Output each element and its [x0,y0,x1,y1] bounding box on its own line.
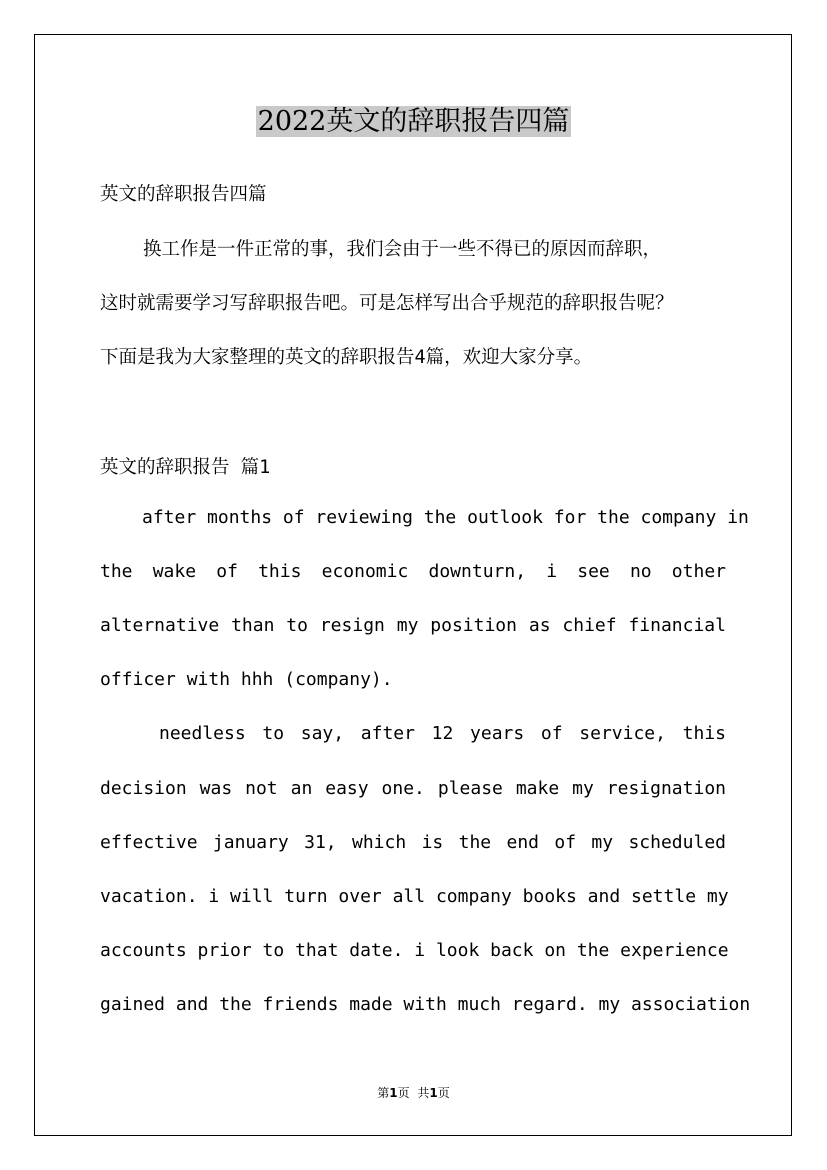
footer-page-prefix: 第 [377,1086,390,1100]
intro-line-1: 换工作是一件正常的事，我们会由于一些不得已的原因而辞职， [143,239,662,260]
title-text: 2022英文的辞职报告四篇 [257,106,570,137]
document-title [0,100,827,144]
body-line-4: officer with hhh (company). [100,669,393,690]
body-line-5: needless to say, after 12 years of service, this [159,723,726,744]
document-subtitle: 英文的辞职报告四篇 [100,184,267,205]
section-heading: 英文的辞职报告 篇1 [100,457,271,478]
body-line-3: alternative than to resign my position as chief financial [100,615,726,636]
footer-total-pages: 1 [429,1086,438,1100]
page-footer [0,1084,827,1101]
footer-total-prefix: 共 [417,1086,430,1100]
footer-page-number: 1 [389,1086,398,1100]
body-line-6: decision was not an easy one. please make my resignation [100,778,726,799]
body-line-10: gained and the friends made with much regard. my association [100,994,751,1015]
body-line-2: the wake of this economic downturn, i see no other [100,561,726,582]
body-line-8: vacation. i will turn over all company books and settle my [100,886,729,907]
body-line-1: after months of reviewing the outlook for the company in [142,507,749,528]
intro-line-3: 下面是我为大家整理的英文的辞职报告4篇，欢迎大家分享。 [100,347,593,368]
footer-page-suffix: 页 [397,1086,410,1100]
intro-line-2: 这时就需要学习写辞职报告吧。可是怎样写出合乎规范的辞职报告呢？ [100,293,674,314]
footer-total-suffix: 页 [437,1086,450,1100]
body-line-9: accounts prior to that date. i look back on the experience [100,940,729,961]
body-line-7: effective january 31, which is the end of my scheduled [100,832,726,853]
